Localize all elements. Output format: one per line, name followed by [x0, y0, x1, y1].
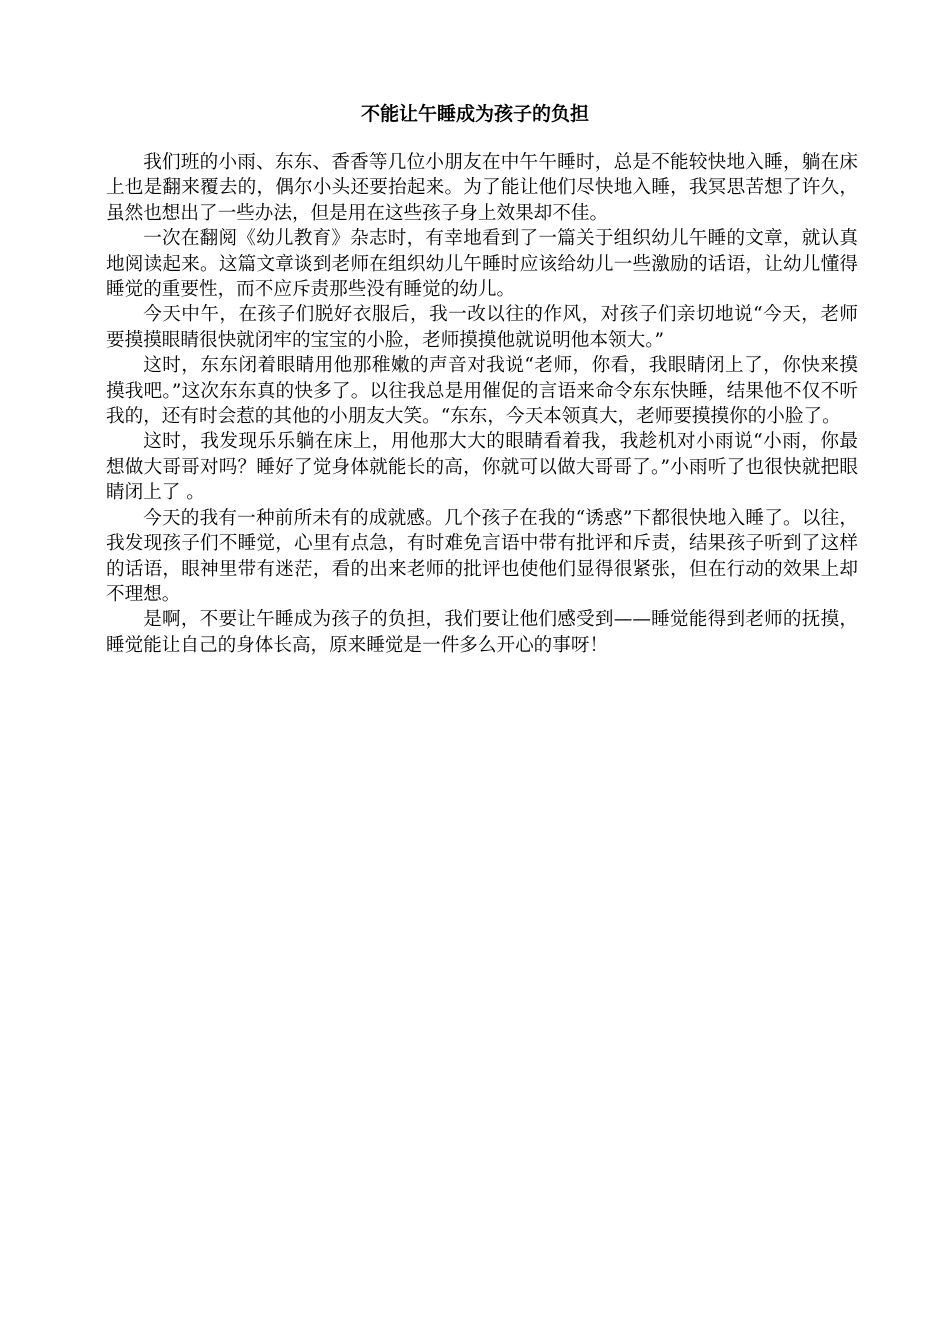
paragraph-1: 我们班的小雨、东东、香香等几位小朋友在中午午睡时，总是不能较快地入睡，躺在床上也是翻来覆去的，偶尔小头还要抬起来。为了能让他们尽快地入睡，我冥思苦想了许久，虽然也想出了一些办法，但是用在这些孩子身上效果却不佳。 [106, 152, 858, 224]
paragraph-7: 是啊，不要让午睡成为孩子的负担，我们要让他们感受到——睡觉能得到老师的抚摸，睡觉能让自己的身体长高，原来睡觉是一件多么开心的事呀！ [106, 609, 858, 656]
paragraph-4: 这时，东东闭着眼睛用他那稚嫩的声音对我说“老师，你看，我眼睛闭上了，你快来摸摸我吧。”这次东东真的快多了。以往我总是用催促的言语来命令东东快睡，结果他不仅不听我的，还有时会惹的其他的小朋友大笑。“东东，今天本领真大，老师要摸摸你的小脸了。 [106, 355, 858, 428]
paragraph-3: 今天中午，在孩子们脱好衣服后，我一改以往的作风，对孩子们亲切地说“今天，老师要摸摸眼睛很快就闭牢的宝宝的小脸，老师摸摸他就说明他本领大。” [106, 304, 858, 351]
document-title: 不能让午睡成为孩子的负担 [360, 103, 589, 125]
paragraph-2: 一次在翻阅《幼儿教育》杂志时，有幸地看到了一篇关于组织幼儿午睡的文章，就认真地阅读起来。这篇文章谈到老师在组织幼儿午睡时应该给幼儿一些激励的话语，让幼儿懂得睡觉的重要性，而不应斥责那些没有睡觉的幼儿。 [106, 228, 858, 301]
paragraph-5: 这时，我发现乐乐躺在床上，用他那大大的眼睛看着我，我趁机对小雨说“小雨，你最想做大哥哥对吗？睡好了觉身体就能长的高，你就可以做大哥哥了。”小雨听了也很快就把眼睛闭上了 。 [106, 431, 858, 504]
document-body [106, 150, 858, 658]
paragraph-6: 今天的我有一种前所未有的成就感。几个孩子在我的“诱惑”下都很快地入睡了。以往，我发现孩子们不睡觉，心里有点急，有时难免言语中带有批评和斥责，结果孩子听到了这样的话语，眼神里带有迷茫，看的出来老师的批评也使他们显得很紧张，但在行动的效果上却不理想。 [106, 507, 858, 605]
